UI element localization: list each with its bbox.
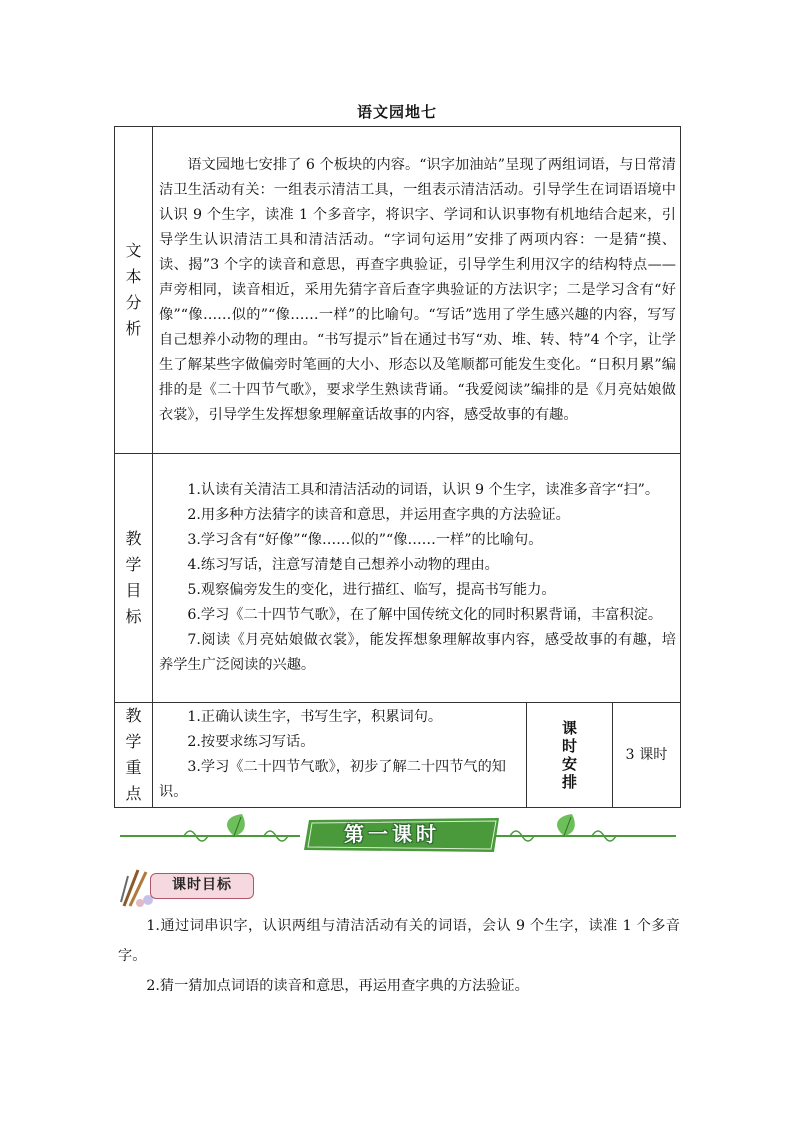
goals-list [153, 454, 681, 703]
header-char: 点 [125, 784, 142, 803]
header-char: 本 [125, 267, 142, 286]
goal-item: 4.练习写话，注意写清楚自己想养小动物的理由。 [187, 557, 499, 573]
header-char: 重 [125, 758, 142, 777]
lesson-plan-table [114, 126, 681, 808]
objectives-label: 课时目标 [150, 873, 254, 899]
header-char: 教 [125, 706, 142, 725]
header-char: 时 [561, 737, 577, 755]
key-point-item: 3.学习《二十四节气歌》，初步了解二十四节气的知识。 [159, 759, 506, 800]
header-char: 排 [561, 773, 577, 791]
header-char: 学 [125, 732, 142, 751]
key-points-header [115, 703, 153, 808]
objective-item: 2.猜一猜加点词语的读音和意思，再运用查字典的方法验证。 [146, 978, 529, 994]
header-char: 教 [125, 529, 142, 548]
leaf-icon [227, 814, 245, 836]
key-point-item: 1.正确认读生字，书写生字，积累词句。 [187, 709, 443, 725]
header-char: 文 [125, 241, 142, 260]
goals-header [115, 454, 153, 703]
header-char: 安 [561, 755, 577, 773]
goal-item: 5.观察偏旁发生的变化，进行描红、临写，提高书写能力。 [187, 582, 556, 598]
header-char: 课 [561, 719, 577, 737]
objectives-list [118, 911, 680, 1001]
goal-item: 7.阅读《月亮姑娘做衣裳》，能发挥想象理解故事内容，感受故事的有趣，培养学生广泛阅读的兴趣。 [159, 632, 676, 673]
goal-item: 1.认读有关清洁工具和清洁活动的词语，认识 9 个生字，读准多音字“扫”。 [187, 482, 660, 498]
header-char: 标 [125, 607, 142, 626]
header-char: 分 [125, 293, 142, 312]
key-points-list [153, 703, 527, 808]
goal-item: 6.学习《二十四节气歌》，在了解中国传统文化的同时积累背诵，丰富积淀。 [187, 607, 663, 623]
header-char: 析 [125, 319, 142, 338]
analysis-header [115, 127, 153, 454]
objective-item: 1.通过词串识字，认识两组与清洁活动有关的词语，会认 9 个生字，读准 1 个多音字。 [118, 918, 680, 964]
arrangement-header [527, 703, 613, 808]
key-points-row [115, 703, 681, 808]
arrangement-value: 3 课时 [613, 703, 681, 808]
header-char: 学 [125, 555, 142, 574]
key-point-item: 2.按要求练习写话。 [187, 734, 315, 750]
page-title: 语文园地七 [356, 103, 437, 121]
goal-item: 3.学习含有“好像”“像……似的”“像……一样”的比喻句。 [187, 532, 543, 548]
goals-row [115, 454, 681, 703]
leaf-icon [557, 814, 575, 836]
section-banner-title: 第一课时 [344, 822, 440, 846]
analysis-text: 语文园地七安排了 6 个板块的内容。“识字加油站”呈现了两组词语，与日常清洁卫生活动有关：一组表示清洁工具，一组表示清洁活动。引导学生在词语语境中认识 9 个生字，读准 1 个多音字，将识字、学词和认识事物有机地结合起来，引导学生认识清洁工具和清洁活动。“字词句运用”安排了两项内容：一是猜“摸、读、揭”3 个字的读音和意思，再查字典验证，引导学生利用汉字的结构特点——声旁相同，读音相近，采用先猜字音后查字典验证的方法识字；二是学习含有“好像”“像……似的”“像……一样”的比喻句。“写话”选用了学生感兴趣的内容，写写自己想养小动物的理由。“书写提示”旨在通过书写“劝、堆、转、特”4 个字，让学生了解某些字做偏旁时笔画的大小、形态以及笔顺都可能发生变化。“日积月累”编排的是《二十四节气歌》，要求学生熟读背诵。“我爱阅读”编排的是《月亮姑娘做衣裳》，引导学生发挥想象理解童话故事的内容，感受故事的有趣。 [153, 127, 681, 454]
goal-item: 2.用多种方法猜字的读音和意思，并运用查字典的方法验证。 [187, 507, 570, 523]
analysis-row [115, 127, 681, 454]
header-char: 目 [125, 581, 142, 600]
